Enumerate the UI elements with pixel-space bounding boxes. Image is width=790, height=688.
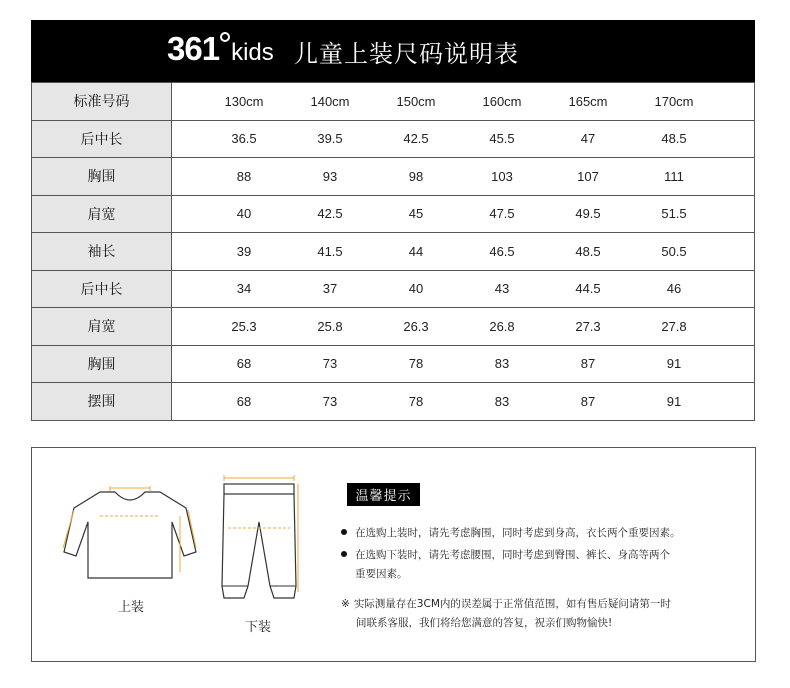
table-row bbox=[32, 270, 755, 308]
note-line-2 bbox=[356, 614, 612, 633]
page-title: 儿童上装尺码说明表 bbox=[294, 40, 519, 68]
size-header-cell: 170cm bbox=[654, 93, 694, 109]
measurement-cell: 26.8 bbox=[489, 318, 515, 334]
row-values bbox=[172, 83, 755, 121]
size-table bbox=[31, 82, 755, 421]
logo-number: 361 bbox=[167, 30, 220, 67]
measurement-cell: 42.5 bbox=[317, 206, 343, 222]
tip-text-top: 在选购上装时，请先考虑胸围，同时考虑到身高，衣长两个重要因素。 bbox=[355, 527, 681, 539]
measurement-cell: 39.5 bbox=[317, 131, 343, 147]
measurement-cell: 46 bbox=[666, 281, 682, 297]
measurement-cell: 46.5 bbox=[489, 243, 515, 259]
row-label: 标准号码 bbox=[32, 83, 172, 121]
measurement-cell: 40 bbox=[236, 206, 252, 222]
measurement-cell: 87 bbox=[580, 356, 596, 372]
tip-bullet-bottom-cont bbox=[355, 565, 408, 584]
row-label: 后中长 bbox=[32, 120, 172, 158]
measurement-cell: 78 bbox=[408, 393, 424, 409]
table-row bbox=[32, 345, 755, 383]
row-label: 胸围 bbox=[32, 345, 172, 383]
table-row bbox=[32, 233, 755, 271]
table-row bbox=[32, 120, 755, 158]
bullet-dot-icon bbox=[341, 551, 347, 557]
row-label: 胸围 bbox=[32, 158, 172, 196]
measurement-cell: 48.5 bbox=[661, 131, 687, 147]
bullet-dot-icon bbox=[341, 529, 347, 535]
row-values bbox=[172, 233, 755, 271]
table-row bbox=[32, 158, 755, 196]
table-row bbox=[32, 83, 755, 121]
size-header-cell: 130cm bbox=[224, 93, 264, 109]
measurement-cell: 45.5 bbox=[489, 131, 515, 147]
measurement-cell: 83 bbox=[494, 393, 510, 409]
measurement-cell: 27.8 bbox=[661, 318, 687, 334]
measurement-cell: 87 bbox=[580, 393, 596, 409]
row-values bbox=[172, 383, 755, 421]
row-label: 肩宽 bbox=[32, 195, 172, 233]
measurement-cell: 47 bbox=[580, 131, 596, 147]
measurement-cell: 43 bbox=[494, 281, 510, 297]
table-row bbox=[32, 195, 755, 233]
note-symbol: ※ bbox=[341, 598, 350, 610]
measurement-cell: 73 bbox=[322, 393, 338, 409]
logo-degree-mark bbox=[220, 32, 230, 42]
tip-text-bottom-line1: 在选购下装时，请先考虑腰围，同时考虑到臀围、裤长、身高等两个 bbox=[355, 549, 670, 561]
pants-label: 下装 bbox=[245, 620, 272, 635]
measurement-cell: 25.3 bbox=[231, 318, 257, 334]
row-values bbox=[172, 345, 755, 383]
measurement-cell: 91 bbox=[666, 393, 682, 409]
note-text-1: 实际测量存在3CM内的误差属于正常值范围，如有售后疑问请第一时 bbox=[353, 598, 671, 610]
row-values bbox=[172, 195, 755, 233]
row-values bbox=[172, 308, 755, 346]
row-values bbox=[172, 270, 755, 308]
measurement-cell: 111 bbox=[664, 168, 684, 184]
measurement-cell: 26.3 bbox=[403, 318, 429, 334]
measurement-cell: 42.5 bbox=[403, 131, 429, 147]
tips-title: 温馨提示 bbox=[347, 483, 420, 506]
table-row bbox=[32, 383, 755, 421]
measurement-cell: 47.5 bbox=[489, 206, 515, 222]
measurement-cell: 78 bbox=[408, 356, 424, 372]
measurement-cell: 41.5 bbox=[317, 243, 343, 259]
measurement-cell: 91 bbox=[666, 356, 682, 372]
measurement-cell: 50.5 bbox=[661, 243, 687, 259]
size-header-cell: 150cm bbox=[396, 93, 436, 109]
measurement-cell: 107 bbox=[577, 168, 599, 184]
measurement-cell: 45 bbox=[408, 206, 424, 222]
row-label: 后中长 bbox=[32, 270, 172, 308]
brand-logo bbox=[167, 30, 274, 68]
measurement-cell: 48.5 bbox=[575, 243, 601, 259]
measurement-cell: 44 bbox=[408, 243, 424, 259]
top-garment-label: 上装 bbox=[118, 600, 145, 615]
size-header-cell: 140cm bbox=[310, 93, 350, 109]
measurement-cell: 44.5 bbox=[575, 281, 601, 297]
row-label: 袖长 bbox=[32, 233, 172, 271]
pants-diagram-icon bbox=[218, 474, 302, 606]
measurement-cell: 68 bbox=[236, 356, 252, 372]
measurement-cell: 68 bbox=[236, 393, 252, 409]
measurement-cell: 98 bbox=[408, 168, 424, 184]
measurement-cell: 73 bbox=[322, 356, 338, 372]
top-garment-diagram-icon bbox=[60, 486, 200, 586]
measurement-cell: 34 bbox=[236, 281, 252, 297]
measurement-cell: 83 bbox=[494, 356, 510, 372]
tip-text-bottom-line2: 重要因素。 bbox=[355, 568, 408, 580]
measurement-cell: 49.5 bbox=[575, 206, 601, 222]
size-header-cell: 160cm bbox=[482, 93, 522, 109]
measurement-cell: 40 bbox=[408, 281, 424, 297]
row-label: 摆围 bbox=[32, 383, 172, 421]
measurement-cell: 103 bbox=[491, 168, 513, 184]
measurement-cell: 51.5 bbox=[661, 206, 687, 222]
logo-kids-text: kids bbox=[231, 39, 274, 66]
row-values bbox=[172, 158, 755, 196]
measurement-cell: 39 bbox=[236, 243, 252, 259]
row-values bbox=[172, 120, 755, 158]
header-banner bbox=[31, 20, 755, 83]
table-row bbox=[32, 308, 755, 346]
measurement-cell: 27.3 bbox=[575, 318, 601, 334]
measurement-cell: 88 bbox=[236, 168, 252, 184]
note-text-2: 间联系客服，我们将给您满意的答复，祝亲们购物愉快! bbox=[356, 617, 613, 629]
size-header-cell: 165cm bbox=[568, 93, 608, 109]
row-label: 肩宽 bbox=[32, 308, 172, 346]
measurement-cell: 36.5 bbox=[231, 131, 257, 147]
tip-bullet-bottom bbox=[341, 546, 670, 565]
note-line-1 bbox=[341, 595, 671, 614]
measurement-cell: 37 bbox=[322, 281, 338, 297]
measurement-cell: 93 bbox=[322, 168, 338, 184]
tip-bullet-top bbox=[341, 524, 681, 543]
measurement-cell: 25.8 bbox=[317, 318, 343, 334]
